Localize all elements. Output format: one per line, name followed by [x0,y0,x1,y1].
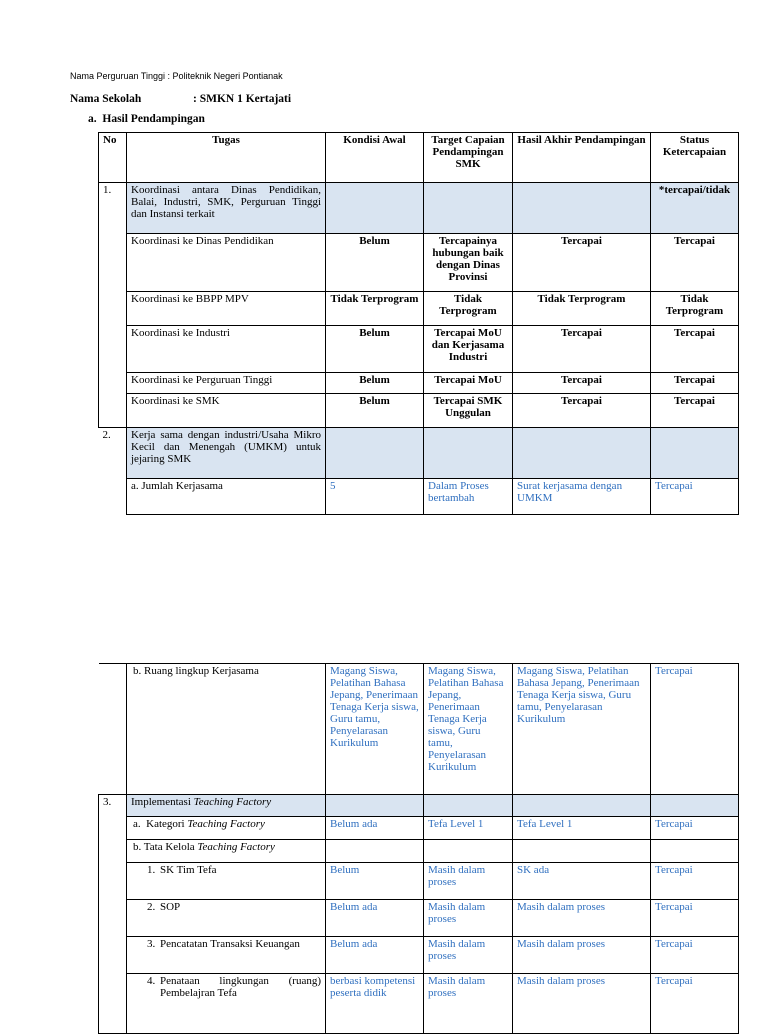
task-cell: Koordinasi ke SMK [127,394,326,428]
status-cell: Tercapai [651,900,739,937]
task-text: SK Tim Tefa [160,864,217,876]
task-cell: a. Jumlah Kerjasama [127,479,326,515]
table-row [99,326,739,373]
task-text: b. Tata Kelola [133,841,198,853]
hasil-cell: Magang Siswa, Pelatihan Bahasa Jepang, Penerimaan Tenaga Kerja siswa, Guru tamu, Penyelarasan Kurikulum [513,664,651,795]
task-text: Pencatatan Transaksi Keuangan [160,938,300,950]
kondisi-cell: Belum [326,394,424,428]
header-no: No [99,133,127,183]
task-text: a. Kategori [133,818,188,830]
target-cell [424,795,513,817]
task-cell [127,817,326,840]
kondisi-cell: Belum ada [326,817,424,840]
target-cell [424,840,513,863]
task-italic: Teaching Factory [193,796,272,808]
item-number: 1. [147,864,156,876]
hasil-cell [513,428,651,479]
status-cell: Tercapai [651,937,739,974]
section-title: a. Hasil Pendampingan [88,113,205,125]
university-line: Nama Perguruan Tinggi : Politeknik Negeri Pontianak [70,71,283,81]
school-label: Nama Sekolah [70,93,142,105]
task-italic: Teaching Factory [197,841,275,853]
results-table-page2 [98,663,739,1034]
target-cell: Tercapainya hubungan baik dengan Dinas Provinsi [424,234,513,292]
hasil-cell: Tidak Terprogram [513,292,651,326]
target-cell: Dalam Proses bertambah [424,479,513,515]
target-cell [424,183,513,234]
kondisi-cell: Magang Siswa, Pelatihan Bahasa Jepang, Penerimaan Tenaga Kerja siswa, Guru tamu, Penyelarasan Kurikulum [326,664,424,795]
task-cell: Koordinasi antara Dinas Pendidikan, Balai, Industri, SMK, Perguruan Tinggi dan Instansi terkait [127,183,326,234]
header-kondisi-awal: Kondisi Awal [326,133,424,183]
hasil-cell: Masih dalam proses [513,900,651,937]
row-number: 1. [99,183,127,428]
target-cell: Tercapai SMK Unggulan [424,394,513,428]
table-row [99,863,739,900]
task-cell: Koordinasi ke BBPP MPV [127,292,326,326]
header-tugas: Tugas [127,133,326,183]
status-cell: Tercapai [651,479,739,515]
item-number: 2. [147,901,156,913]
school-value: : SMKN 1 Kertajati [193,93,292,105]
target-cell: Tidak Terprogram [424,292,513,326]
results-table-page1 [98,132,739,515]
status-cell: Tercapai [651,394,739,428]
task-cell [127,795,326,817]
task-cell [127,974,326,1034]
task-cell: Kerja sama dengan industri/Usaha Mikro Kecil dan Menengah (UMKM) untuk jejaring SMK [127,428,326,479]
status-cell: Tercapai [651,863,739,900]
target-cell: Tercapai MoU [424,373,513,394]
task-cell: Koordinasi ke Dinas Pendidikan [127,234,326,292]
school-line [70,93,291,105]
table-row [99,900,739,937]
status-cell: Tercapai [651,373,739,394]
target-cell: Masih dalam proses [424,937,513,974]
target-cell: Masih dalam proses [424,974,513,1034]
status-cell: Tidak Terprogram [651,292,739,326]
kondisi-cell: 5 [326,479,424,515]
item-number: 4. [147,975,156,987]
target-cell [424,428,513,479]
task-text: Implementasi [131,796,194,808]
task-wrapper [147,975,321,999]
table-row [99,974,739,1034]
status-cell: Tercapai [651,817,739,840]
kondisi-cell: Belum [326,234,424,292]
target-cell: Masih dalam proses [424,900,513,937]
task-cell: b. Ruang lingkup Kerjasama [127,664,326,795]
task-cell: Koordinasi ke Industri [127,326,326,373]
kondisi-cell: Belum ada [326,937,424,974]
task-italic: Teaching Factory [187,818,265,830]
task-cell [127,900,326,937]
kondisi-cell: berbasi kompetensi peserta didik [326,974,424,1034]
hasil-cell: SK ada [513,863,651,900]
table-row [99,428,739,479]
table-row [99,373,739,394]
header-hasil-akhir: Hasil Akhir Pendampingan [513,133,651,183]
status-cell: *tercapai/tidak [651,183,739,234]
hasil-cell: Tercapai [513,326,651,373]
row-number [99,664,127,795]
task-text: SOP [160,901,181,913]
hasil-cell [513,183,651,234]
table-row [99,479,739,515]
status-cell: Tercapai [651,664,739,795]
hasil-cell: Tefa Level 1 [513,817,651,840]
kondisi-cell [326,428,424,479]
table-row [99,840,739,863]
status-cell: Tercapai [651,974,739,1034]
header-status: Status Ketercapaian [651,133,739,183]
table-row [99,664,739,795]
hasil-cell: Surat kerjasama dengan UMKM [513,479,651,515]
table-row [99,817,739,840]
hasil-cell [513,795,651,817]
hasil-cell: Masih dalam proses [513,937,651,974]
row-number: 3. [99,795,127,1034]
kondisi-cell [326,795,424,817]
table-row [99,937,739,974]
item-number: 3. [147,938,156,950]
kondisi-cell: Tidak Terprogram [326,292,424,326]
hasil-cell: Tercapai [513,373,651,394]
status-cell: Tercapai [651,326,739,373]
target-cell: Masih dalam proses [424,863,513,900]
table-row [99,795,739,817]
target-cell: Magang Siswa, Pelatihan Bahasa Jepang, Penerimaan Tenaga Kerja siswa, Guru tamu, Penyelarasan Kurikulum [424,664,513,795]
kondisi-cell [326,840,424,863]
kondisi-cell: Belum [326,863,424,900]
task-cell [127,840,326,863]
task-cell [127,937,326,974]
hasil-cell [513,840,651,863]
header-target: Target Capaian Pendampingan SMK [424,133,513,183]
status-cell: Tercapai [651,234,739,292]
table-row [99,394,739,428]
table-row [99,234,739,292]
hasil-cell: Masih dalam proses [513,974,651,1034]
target-cell: Tefa Level 1 [424,817,513,840]
kondisi-cell [326,183,424,234]
status-cell [651,428,739,479]
kondisi-cell: Belum [326,326,424,373]
kondisi-cell: Belum ada [326,900,424,937]
table-row [99,183,739,234]
task-cell: Koordinasi ke Perguruan Tinggi [127,373,326,394]
kondisi-cell: Belum [326,373,424,394]
status-cell [651,795,739,817]
table-header-row [99,133,739,183]
hasil-cell: Tercapai [513,234,651,292]
table-row [99,292,739,326]
status-cell [651,840,739,863]
task-cell [127,863,326,900]
hasil-cell: Tercapai [513,394,651,428]
task-text: Penataan lingkungan (ruang) Pembelajran Tefa [160,975,321,999]
row-number: 2. [99,428,127,515]
target-cell: Tercapai MoU dan Kerjasama Industri [424,326,513,373]
